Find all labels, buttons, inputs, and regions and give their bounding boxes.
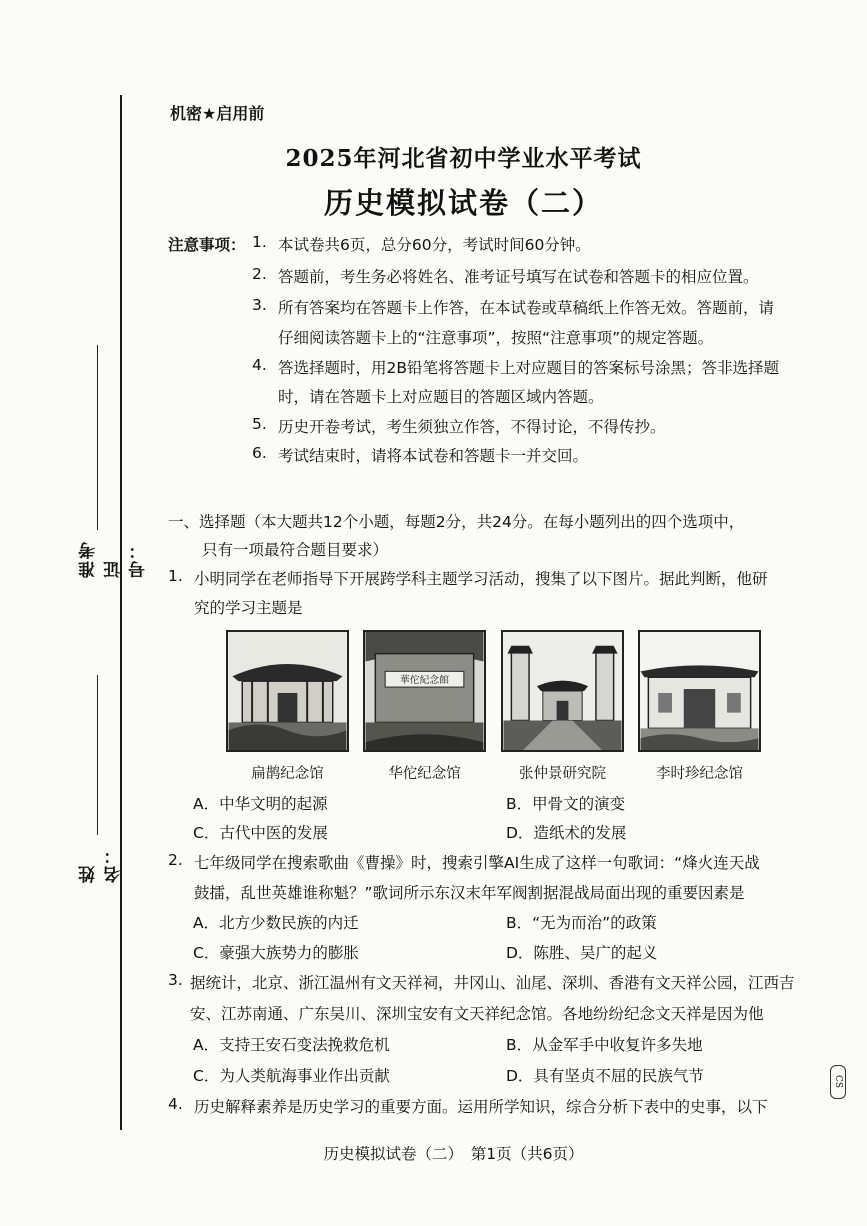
q3-option-a: A．支持王安石变法挽救危机: [193, 1036, 390, 1054]
photo-sign-text: 華佗紀念館: [399, 675, 450, 687]
notice-text-4a: 答选择题时，用2B铅笔将答题卡上对应题目的答案标号涂黑；答非选择题: [278, 359, 779, 377]
caption-lishizhen: 李时珍纪念馆: [656, 766, 743, 782]
notice-num-2: 2.: [252, 265, 267, 283]
exam-title: 2025年河北省初中学业水平考试: [285, 145, 642, 172]
notice-text-6: 考试结束时，请将本试卷和答题卡一并交回。: [278, 447, 589, 465]
q4-number: 4.: [168, 1095, 183, 1113]
q2-stem-line1: 七年级同学在搜索歌曲《曹操》时，搜索引擎AI生成了这样一句歌词：“烽火连天战: [194, 854, 760, 872]
q3-stem-line2: 安、江苏南通、广东吴川、深圳宝安有文天祥纪念馆。各地纷纷纪念文天祥是因为他: [190, 1005, 764, 1023]
notice-num-6: 6.: [252, 444, 267, 462]
notice-label: 注意事项：: [168, 236, 246, 254]
q2-option-d: D．陈胜、吴广的起义: [506, 944, 658, 962]
photo-bianque-memorial: [226, 630, 349, 752]
q1-option-d: D．造纸术的发展: [506, 824, 627, 842]
margin-line: [120, 95, 122, 1130]
admission-number-line: [97, 345, 98, 530]
q2-number: 2.: [168, 851, 183, 869]
notice-text-5: 历史开卷考试，考生须独立作答，不得讨论，不得传抄。: [278, 418, 666, 436]
name-line: [97, 675, 98, 835]
notice-text-1: 本试卷共6页，总分60分，考试时间60分钟。: [278, 236, 591, 254]
q3-option-c: C．为人类航海事业作出贡献: [193, 1067, 390, 1085]
scanner-badge: CS: [830, 1065, 846, 1099]
photo-zhangzhongjing-institute: [501, 630, 624, 752]
q3-stem-line1: 据统计，北京、浙江温州有文天祥祠，井冈山、汕尾、深圳、香港有文天祥公园，江西吉: [190, 974, 795, 992]
caption-huatuo: 华佗纪念馆: [388, 766, 461, 782]
notice-num-4: 4.: [252, 356, 267, 374]
name-label: 姓名：: [79, 845, 124, 883]
notice-text-2: 答题前，考生务必将姓名、准考证号填写在试卷和答题卡的相应位置。: [278, 268, 759, 286]
notice-num-3: 3.: [252, 296, 267, 314]
q1-option-a: A．中华文明的起源: [193, 795, 328, 813]
q1-number: 1.: [168, 567, 183, 585]
notice-num-5: 5.: [252, 415, 267, 433]
q4-stem-line1: 历史解释素养是历史学习的重要方面。运用所学知识，综合分析下表中的史事，以下: [194, 1098, 768, 1116]
q1-option-c: C．古代中医的发展: [193, 824, 328, 842]
notice-text-3a: 所有答案均在答题卡上作答，在本试卷或草稿纸上作答无效。答题前，请: [278, 299, 775, 317]
q2-option-c: C．豪强大族势力的膨胀: [193, 944, 359, 962]
q2-option-b: B．“无为而治”的政策: [506, 914, 657, 932]
section-heading-cont: 只有一项最符合题目要求）: [202, 541, 389, 559]
q3-option-b: B．从金军手中收复许多失地: [506, 1036, 703, 1054]
notice-text-3b: 仔细阅读答题卡上的“注意事项”，按照“注意事项”的规定答题。: [278, 329, 714, 347]
confidential-mark: 机密★启用前: [170, 104, 265, 123]
q3-option-d: D．具有坚贞不屈的民族气节: [506, 1067, 704, 1085]
caption-bianque: 扁鹊纪念馆: [251, 766, 324, 782]
q1-stem-line1: 小明同学在老师指导下开展跨学科主题学习活动，搜集了以下图片。据此判断，他研: [194, 570, 768, 588]
q1-option-b: B．甲骨文的演变: [506, 795, 626, 813]
photo-huatuo-memorial: [363, 630, 486, 752]
admission-number-label: 准考证号：: [79, 540, 149, 578]
notice-num-1: 1.: [252, 233, 267, 251]
q1-stem-line2: 究的学习主题是: [194, 599, 303, 617]
paper-title: 历史模拟试卷（二）: [323, 186, 603, 220]
q3-number: 3.: [168, 971, 183, 989]
section-heading: 一、选择题（本大题共12个小题，每题2分，共24分。在每小题列出的四个选项中，: [168, 513, 745, 531]
notice-text-4b: 时，请在答题卡上对应题目的答题区域内答题。: [278, 388, 604, 406]
page-footer: 历史模拟试卷（二） 第1页（共6页）: [323, 1145, 584, 1163]
q2-stem-line2: 鼓擂，乱世英雄谁称魁？”歌词所示东汉末年军阀割据混战局面出现的重要因素是: [194, 884, 745, 902]
q2-option-a: A．北方少数民族的内迁: [193, 914, 359, 932]
caption-zhangzhongjing: 张仲景研究院: [519, 766, 606, 782]
photo-lishizhen-memorial: [638, 630, 761, 752]
